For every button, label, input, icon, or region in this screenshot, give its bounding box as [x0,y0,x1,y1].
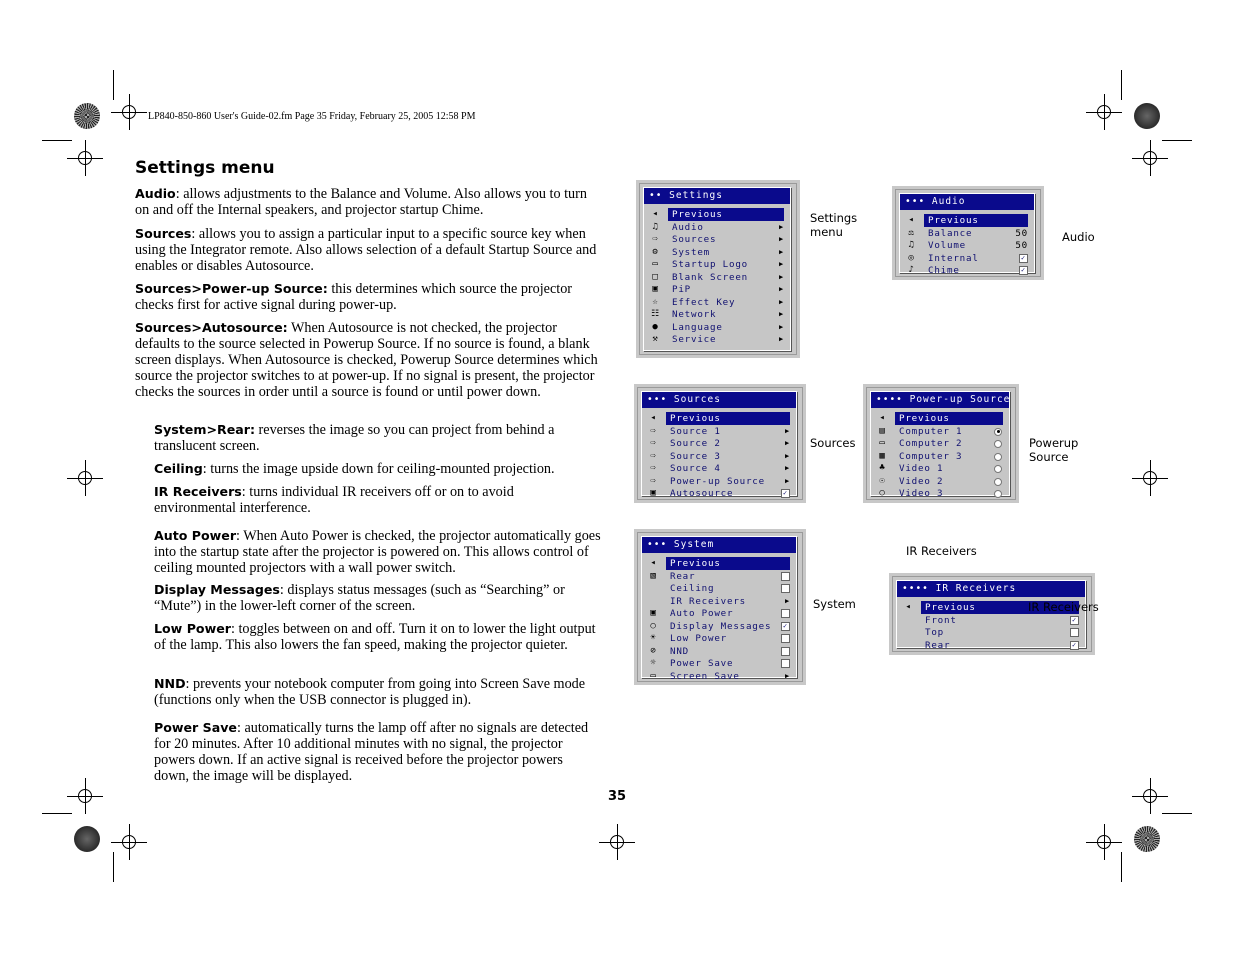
menu-row-label: Volume [928,240,966,251]
menu-row [644,246,790,259]
menu-title-bar: •• Settings [644,188,790,204]
registration-ball-icon [1134,103,1160,129]
menu-row [644,321,790,334]
menu-row-icon: ⚒ [652,334,659,344]
file-header: LP840-850-860 User's Guide-02.fm Page 35 Friday, February 25, 2005 12:58 PM [148,111,476,122]
submenu-arrow-icon: ▶ [784,439,790,447]
paragraph-audio: Audio: allows adjustments to the Balance and Volume. Also allows you to turn on and off the Internal speakers, and projector startup Chime. [135,186,587,218]
menu-row-checkbox [781,584,790,593]
registration-target-icon [122,835,136,849]
menu-row-label: Top [925,627,944,638]
menu-row-label: PiP [672,284,691,295]
menu-row-checkbox: ✓ [1020,253,1026,262]
menu-title-bar: ••• System [642,537,796,553]
menu-row-icon: ▤ [879,425,886,436]
menu-row [644,333,790,346]
crop-line [113,852,114,882]
menu-row-icon: ▣ [650,488,657,498]
menu-row-label: Audio [672,221,704,233]
settings-menu-screenshot [636,180,800,358]
paragraph-ceiling: Ceiling: turns the image upside down for ceiling-mounted projection. [154,461,555,477]
menu-row [900,239,1034,252]
menu-row-icon [648,583,659,593]
sources-menu-screenshot [634,384,806,503]
menu-row-label: IR Receivers [670,595,746,607]
registration-target-icon [610,835,624,849]
menu-row-icon: ♫ [908,240,915,250]
menu-row [642,595,796,608]
registration-ball-icon [74,826,100,852]
menu-row [871,462,1009,475]
menu-row-icon: ○ [650,620,657,631]
menu-row-label: Autosource [670,488,734,499]
menu-frame [641,536,797,682]
menu-row [644,271,790,284]
menu-row-label: Rear [670,570,696,582]
submenu-arrow-icon: ▶ [778,310,784,318]
menu-title-bar: ••• Sources [642,392,796,408]
paragraph-powerup: Sources>Power-up Source: this determines which source the projector checks first for active signal during power-up. [135,281,573,313]
menu-row-icon: ▭ [652,259,659,269]
menu-row [644,208,790,221]
menu-row [642,632,796,645]
menu-row-label: Screen Save [670,670,740,682]
menu-row-icon: ⇨ [650,438,657,448]
menu-row-icon: ☀ [650,633,657,643]
menu-row-label: NND [670,645,689,657]
menu-row [642,450,796,463]
registration-target-icon [1143,151,1157,165]
menu-row [644,221,790,234]
submenu-arrow-icon: ▶ [784,671,790,680]
crop-line [42,813,72,814]
menu-row [897,639,1085,652]
menu-row [644,258,790,271]
menu-row-icon: ⚖ [908,227,915,238]
menu-row-label: Source 4 [670,463,721,474]
crop-line [113,70,114,100]
menu-row-label: Computer 2 [899,438,963,449]
page-title: Settings menu [135,158,275,178]
menu-row-label: Previous [924,214,1028,227]
menu-row-label: Effect Key [672,296,736,308]
menu-row-radio [994,490,1002,498]
paragraph-display: Display Messages: displays status messages (such as “Searching” or “Mute”) in the lower-left corner of the screen. [154,582,565,614]
menu-row [644,233,790,246]
menu-row-label: Video 1 [899,463,944,474]
submenu-arrow-icon: ▶ [778,297,784,306]
menu-frame [899,193,1035,276]
menu-row-icon: ☆ [652,296,659,307]
menu-row-checkbox [781,647,790,656]
registration-target-icon [1143,789,1157,803]
menu-row [897,614,1085,627]
menu-row [871,412,1009,425]
menu-row-label: Power Save [670,658,734,669]
menu-row-icon: ♪ [908,265,915,275]
submenu-arrow-icon: ▶ [778,235,784,243]
menu-row-radio [994,465,1002,473]
menu-row-label: Network [672,309,717,320]
caption-settings-menu: Settings menu [810,211,858,239]
menu-row-label: Video 3 [899,488,944,499]
menu-row-icon: ◂ [905,602,912,612]
menu-row-label: Previous [666,557,790,570]
menu-row [900,264,1034,277]
crop-line [1121,852,1122,882]
menu-row-label: Previous [895,412,1003,425]
menu-row-checkbox [1070,628,1079,637]
menu-row-label: System [672,246,710,258]
menu-row-label: Internal [928,252,979,264]
menu-row-label: Language [672,321,723,333]
menu-row-checkbox: ✓ [782,489,788,497]
menu-row-icon: ⊘ [650,645,657,656]
menu-row [642,670,796,683]
menu-row-icon: ⚙ [652,246,659,257]
menu-row [642,570,796,583]
registration-target-icon [1097,105,1111,119]
paragraph-sources: Sources: allows you to assign a particular input to a specific source key when using the Integrator remote. Also allows selection of a default Startup Source and enables or disables Autosource. [135,226,597,274]
menu-row-value: 50 [1015,227,1028,239]
menu-row [900,252,1034,265]
menu-row [644,308,790,321]
menu-frame [641,391,797,499]
menu-row-label: Rear [925,639,951,651]
menu-row-radio [994,428,1002,436]
menu-row-label: Previous [668,208,784,221]
menu-row-checkbox: ✓ [782,621,788,630]
menu-row-checkbox [781,659,790,668]
menu-row-checkbox [781,609,790,618]
menu-row-label: Previous [666,412,790,425]
menu-row-checkbox: ✓ [1071,640,1077,649]
caption-sources: Sources [810,436,856,450]
submenu-arrow-icon: ▶ [784,426,790,435]
menu-row-label: Video 2 [899,475,944,487]
menu-row-checkbox: ✓ [1071,615,1077,624]
menu-title-bar: ••• Audio [900,194,1034,210]
menu-row-icon: ◂ [650,413,657,423]
menu-row-icon [903,627,914,637]
menu-row-checkbox [781,572,790,581]
menu-row [642,462,796,475]
menu-row [642,657,796,670]
paragraph-ir: IR Receivers: turns individual IR receivers off or on to avoid environmental interference. [154,484,514,516]
menu-row-label: Startup Logo [672,259,748,270]
paragraph-rear: System>Rear: reverses the image so you can project from behind a translucent screen. [154,422,555,454]
submenu-arrow-icon: ▶ [784,464,790,472]
menu-row-label: Low Power [670,633,727,644]
menu-row-icon: ☉ [879,475,886,486]
registration-target-icon [122,105,136,119]
menu-row-label: Service [672,334,717,345]
submenu-arrow-icon: ▶ [778,272,784,281]
submenu-arrow-icon: ▶ [778,322,784,331]
menu-row [642,475,796,488]
paragraph-nnd: NND: prevents your notebook computer from going into Screen Save mode (functions only when the USB connector is plugged in). [154,676,586,708]
menu-row-icon: ◂ [650,558,657,568]
menu-row-icon: ▭ [879,438,886,448]
menu-row-label: Ceiling [670,583,715,594]
registration-target-icon [78,151,92,165]
menu-frame [643,187,791,351]
menu-row [642,412,796,425]
menu-row-radio [994,453,1002,461]
menu-row-label: Source 2 [670,438,721,449]
menu-row-label: Display Messages [670,620,772,632]
menu-row-icon: ○ [879,488,886,498]
caption-ir-receivers-overlap: IR Receivers [1028,600,1099,614]
menu-row-label: Power-up Source [670,475,765,487]
crop-line [42,140,72,141]
menu-row-icon: ▦ [879,450,886,461]
menu-row-icon: ◂ [908,215,915,225]
menu-row-icon: ⇨ [650,425,657,436]
menu-title-bar: •••• IR Receivers [897,581,1085,597]
paragraph-lowpower: Low Power: toggles between on and off. Turn it on to lower the light output of the lamp. This also lowers the fan speed, making the projector quieter. [154,621,596,653]
menu-row-icon [903,640,914,650]
registration-target-icon [1143,471,1157,485]
menu-row-icon: ▭ [650,670,657,681]
menu-row [642,582,796,595]
caption-audio: Audio [1062,230,1095,244]
submenu-arrow-icon: ▶ [784,476,790,485]
starburst-mark-icon [1134,826,1160,852]
menu-row-icon: ♣ [879,463,886,473]
menu-row [871,475,1009,488]
menu-row-label: Blank Screen [672,271,748,283]
menu-row-icon: ◂ [652,209,659,219]
caption-ir-receivers: IR Receivers [906,544,977,558]
menu-row-label: Source 1 [670,425,721,437]
menu-row-checkbox [781,634,790,643]
caption-powerup-source: Powerup Source [1029,436,1079,464]
submenu-arrow-icon: ▶ [784,596,790,605]
menu-row-icon: ⇨ [650,475,657,486]
menu-row-icon: ♫ [652,221,659,232]
menu-title-bar: •••• Power-up Source [871,392,1009,408]
menu-row [871,425,1009,438]
page-number: 35 [608,789,627,804]
menu-row [642,425,796,438]
paragraph-powersave: Power Save: automatically turns the lamp off after no signals are detected for 20 minutes. After 10 additional minutes with no signal, the projector powers down. If an active signal is received before the projector powers down, the image will be displayed. [154,720,589,784]
system-menu-screenshot [634,529,806,685]
menu-row-icon: ⇨ [650,450,657,461]
menu-row-icon: ☷ [651,309,660,319]
menu-row [642,607,796,620]
registration-target-icon [78,471,92,485]
menu-frame [870,391,1011,499]
menu-row [871,450,1009,463]
menu-row [642,437,796,450]
crop-line [1121,70,1122,100]
submenu-arrow-icon: ▶ [778,285,784,293]
menu-row-icon [903,615,914,625]
submenu-arrow-icon: ▶ [778,222,784,231]
audio-menu-screenshot [892,186,1044,280]
submenu-arrow-icon: ▶ [784,451,790,460]
menu-row-value: 50 [1015,240,1028,251]
menu-row-label: Sources [672,234,717,245]
menu-row-icon: ▣ [650,608,657,618]
menu-row [897,626,1085,639]
crop-line [1162,813,1192,814]
menu-row [644,296,790,309]
menu-row-icon [648,596,659,606]
registration-target-icon [1097,835,1111,849]
menu-row-radio [994,440,1002,448]
caption-system: System [813,597,856,611]
menu-row-icon: ⇨ [652,234,659,244]
menu-row [900,227,1034,240]
menu-row-icon: ▧ [650,570,657,581]
menu-row-icon: ▣ [652,284,659,294]
menu-row-icon: ◎ [908,252,915,263]
menu-row-icon: ☼ [650,658,657,668]
ir-receivers-menu-screenshot [889,573,1095,655]
paragraph-autopower: Auto Power: When Auto Power is checked, the projector automatically goes into the startup state after the projector is powered on. This allows control of ceiling mounted projectors with a wall power switch. [154,528,601,576]
menu-row-label: Source 3 [670,450,721,462]
menu-row-label: Computer 1 [899,425,963,437]
menu-row [900,214,1034,227]
registration-target-icon [78,789,92,803]
menu-row-label: Computer 3 [899,450,963,462]
paragraph-autosource: Sources>Autosource: When Autosource is not checked, the projector defaults to the source selected in Powerup Source. If no source is found, a blank screen displays. When Autosource is checked, Powerup Source determines which source the projector switches to at power-up. If no signal is present, the projector checks the sources in order until a source is found or until power down. [135,320,598,400]
menu-frame [896,580,1086,651]
crop-line [1162,140,1192,141]
menu-row-icon: ● [652,321,659,332]
menu-row [642,487,796,500]
menu-row-label: Previous [921,601,1079,614]
menu-row-checkbox: ✓ [1020,266,1026,274]
menu-row-label: Front [925,614,957,626]
starburst-mark-icon [74,103,100,129]
menu-row-label: Balance [928,227,973,239]
menu-row [642,645,796,658]
submenu-arrow-icon: ▶ [778,260,784,268]
menu-row [642,557,796,570]
powerup-source-menu-screenshot [863,384,1019,503]
menu-row [644,283,790,296]
submenu-arrow-icon: ▶ [778,247,784,256]
menu-row-label: Auto Power [670,608,734,619]
menu-row-radio [994,478,1002,486]
menu-row-icon: ◂ [879,413,886,423]
submenu-arrow-icon: ▶ [778,335,784,343]
menu-row-label: Chime [928,265,960,276]
menu-row-icon: □ [652,271,659,282]
menu-row [871,487,1009,500]
menu-row [642,620,796,633]
menu-row-icon: ⇨ [650,463,657,473]
menu-row [871,437,1009,450]
